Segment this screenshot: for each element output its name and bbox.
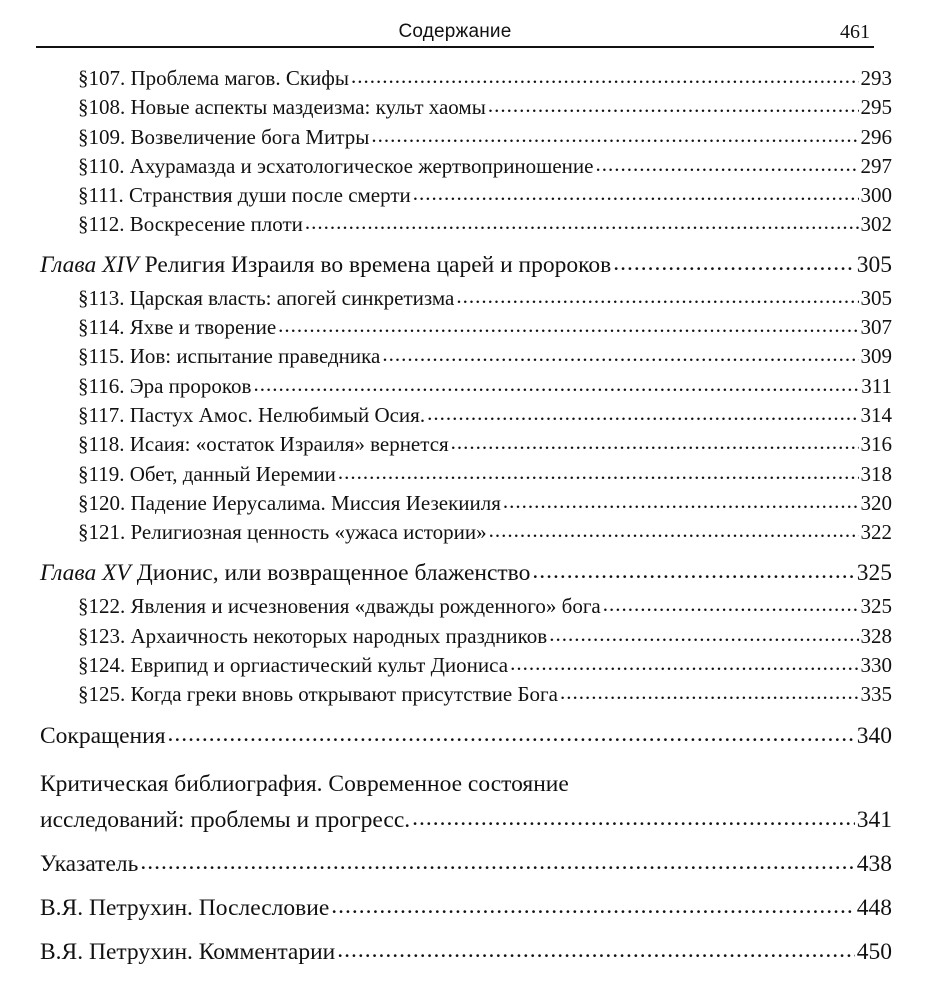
- toc-entry-124[interactable]: [40, 651, 892, 680]
- dot-leader: [382, 340, 858, 369]
- toc-entry-label: §113. Царская власть: апогей синкретизма: [78, 285, 455, 310]
- toc-entry-page: 309: [860, 344, 892, 369]
- toc-entry-116[interactable]: [40, 372, 892, 401]
- toc-entry-page: 322: [860, 520, 892, 545]
- toc-entry-page: 448: [856, 894, 892, 921]
- chapter-page: 325: [856, 560, 892, 587]
- toc-entry-page: 320: [860, 490, 892, 515]
- toc-entry-label: §125. Когда греки вновь открывают присутствие Бога: [78, 682, 558, 707]
- toc-entry-122[interactable]: [40, 592, 892, 621]
- toc-entry-label: §117. Пастух Амос. Нелюбимый Осия.: [78, 402, 426, 427]
- page-number: 461: [840, 21, 870, 43]
- dot-leader: [337, 931, 855, 969]
- chapter-page: 305: [856, 251, 892, 278]
- toc-entry-page: 295: [860, 95, 892, 120]
- toc-entry-label: §110. Ахурамазда и эсхатологическое жертвоприношение: [78, 153, 594, 178]
- toc-bibliography-line1[interactable]: Критическая библиография. Современное состояние: [40, 770, 569, 797]
- toc-entry-page: 307: [860, 315, 892, 340]
- toc-entry-label: §120. Падение Иерусалима. Миссия Иезекииля: [78, 490, 501, 515]
- dot-leader: [488, 91, 859, 120]
- toc-entry-page: 450: [856, 938, 892, 965]
- dot-leader: [253, 370, 859, 399]
- toc-entry-label: исследований: проблемы и прогресс.: [40, 806, 411, 833]
- toc-entry-label: В.Я. Петрухин. Послесловие: [40, 894, 330, 921]
- toc-entry-115[interactable]: [40, 342, 892, 371]
- dot-leader: [595, 150, 858, 179]
- dot-leader: [140, 843, 854, 881]
- toc-entry-label: §109. Возвеличение бога Митры: [78, 124, 370, 149]
- toc-entry-page: 314: [860, 402, 892, 427]
- toc-chapter-14[interactable]: [40, 246, 892, 284]
- toc-entry-label: §121. Религиозная ценность «ужаса истории»: [78, 520, 487, 545]
- toc-entry-page: 311: [861, 373, 892, 398]
- toc-entry-label: §108. Новые аспекты маздеизма: культ хаомы: [78, 95, 486, 120]
- toc-entry-page: 293: [860, 66, 892, 90]
- toc-entry-107[interactable]: [40, 64, 892, 93]
- table-of-contents: [40, 64, 892, 971]
- dot-leader: [613, 244, 855, 282]
- dot-leader: [456, 282, 858, 311]
- toc-entry-page: 438: [856, 850, 892, 877]
- toc-entry-118[interactable]: [40, 430, 892, 459]
- toc-entry-label: §111. Странствия души после смерти: [78, 183, 411, 208]
- dot-leader: [451, 428, 859, 457]
- toc-entry-label: §112. Воскресение плоти: [78, 212, 303, 237]
- dot-leader: [331, 887, 854, 925]
- toc-entry-page: 302: [860, 212, 892, 237]
- dot-leader: [371, 121, 858, 150]
- toc-entry-113[interactable]: [40, 284, 892, 313]
- toc-bibliography[interactable]: [40, 801, 892, 839]
- dot-leader: [503, 487, 859, 516]
- toc-entry-123[interactable]: [40, 622, 892, 651]
- toc-entry-label: Сокращения: [40, 722, 166, 749]
- toc-entry-label: §122. Явления и исчезновения «дважды рожденного» бога: [78, 594, 601, 619]
- dot-leader: [305, 208, 859, 237]
- toc-entry-117[interactable]: [40, 401, 892, 430]
- dot-leader: [168, 715, 855, 753]
- toc-entry-label: §107. Проблема магов. Скифы: [78, 66, 349, 90]
- toc-entry-label: Указатель: [40, 850, 139, 877]
- toc-entry-page: 316: [860, 432, 892, 457]
- chapter-title: Дионис, или возвращенное блаженство: [136, 560, 531, 587]
- toc-entry-label: §115. Иов: испытание праведника: [78, 344, 381, 369]
- toc-entry-page: 328: [860, 623, 892, 648]
- dot-leader: [532, 552, 854, 590]
- toc-entry-label: §123. Архаичность некоторых народных праздников: [78, 623, 548, 648]
- toc-entry-page: 300: [860, 183, 892, 208]
- toc-entry-125[interactable]: [40, 680, 892, 709]
- toc-entry-119[interactable]: [40, 460, 892, 489]
- dot-leader: [603, 590, 859, 619]
- dot-leader: [412, 799, 855, 837]
- toc-commentary[interactable]: [40, 933, 892, 971]
- toc-entry-page: 341: [856, 806, 892, 833]
- toc-entry-114[interactable]: [40, 313, 892, 342]
- dot-leader: [489, 516, 859, 545]
- dot-leader: [351, 62, 859, 91]
- toc-entry-page: 330: [860, 653, 892, 678]
- toc-entry-page: 318: [860, 461, 892, 486]
- toc-afterword[interactable]: [40, 889, 892, 927]
- toc-index[interactable]: [40, 845, 892, 883]
- dot-leader: [413, 179, 859, 208]
- toc-entry-page: 296: [860, 124, 892, 149]
- running-title: Содержание: [398, 21, 512, 42]
- toc-abbreviations[interactable]: [40, 717, 892, 755]
- toc-entry-120[interactable]: [40, 489, 892, 518]
- chapter-prefix: Глава XV: [40, 560, 131, 587]
- dot-leader: [549, 620, 858, 649]
- chapter-prefix: Глава XIV: [40, 251, 139, 278]
- toc-entry-108[interactable]: [40, 93, 892, 122]
- toc-entry-label: В.Я. Петрухин. Комментарии: [40, 938, 336, 965]
- toc-entry-page: 335: [860, 682, 892, 707]
- toc-entry-label: §118. Исаия: «остаток Израиля» вернется: [78, 432, 449, 457]
- toc-entry-page: 297: [860, 153, 892, 178]
- dot-leader: [510, 649, 858, 678]
- toc-entry-111[interactable]: [40, 181, 892, 210]
- toc-entry-110[interactable]: [40, 152, 892, 181]
- toc-chapter-15[interactable]: [40, 554, 892, 592]
- toc-entry-109[interactable]: [40, 123, 892, 152]
- toc-entry-label: §114. Яхве и творение: [78, 315, 277, 340]
- toc-entry-page: 340: [856, 722, 892, 749]
- toc-entry-label: §124. Еврипид и оргиастический культ Диониса: [78, 653, 509, 678]
- toc-entry-121[interactable]: [40, 518, 892, 547]
- dot-leader: [278, 311, 858, 340]
- dot-leader: [338, 458, 859, 487]
- running-head: [36, 18, 874, 48]
- chapter-title: Религия Израиля во времена царей и пророков: [144, 251, 612, 278]
- toc-entry-page: 305: [860, 285, 892, 310]
- dot-leader: [427, 399, 858, 428]
- toc-entry-label: §116. Эра пророков: [78, 373, 252, 398]
- dot-leader: [560, 678, 859, 707]
- toc-entry-label: §119. Обет, данный Иеремии: [78, 461, 336, 486]
- toc-entry-page: 325: [860, 594, 892, 619]
- toc-entry-112[interactable]: [40, 210, 892, 239]
